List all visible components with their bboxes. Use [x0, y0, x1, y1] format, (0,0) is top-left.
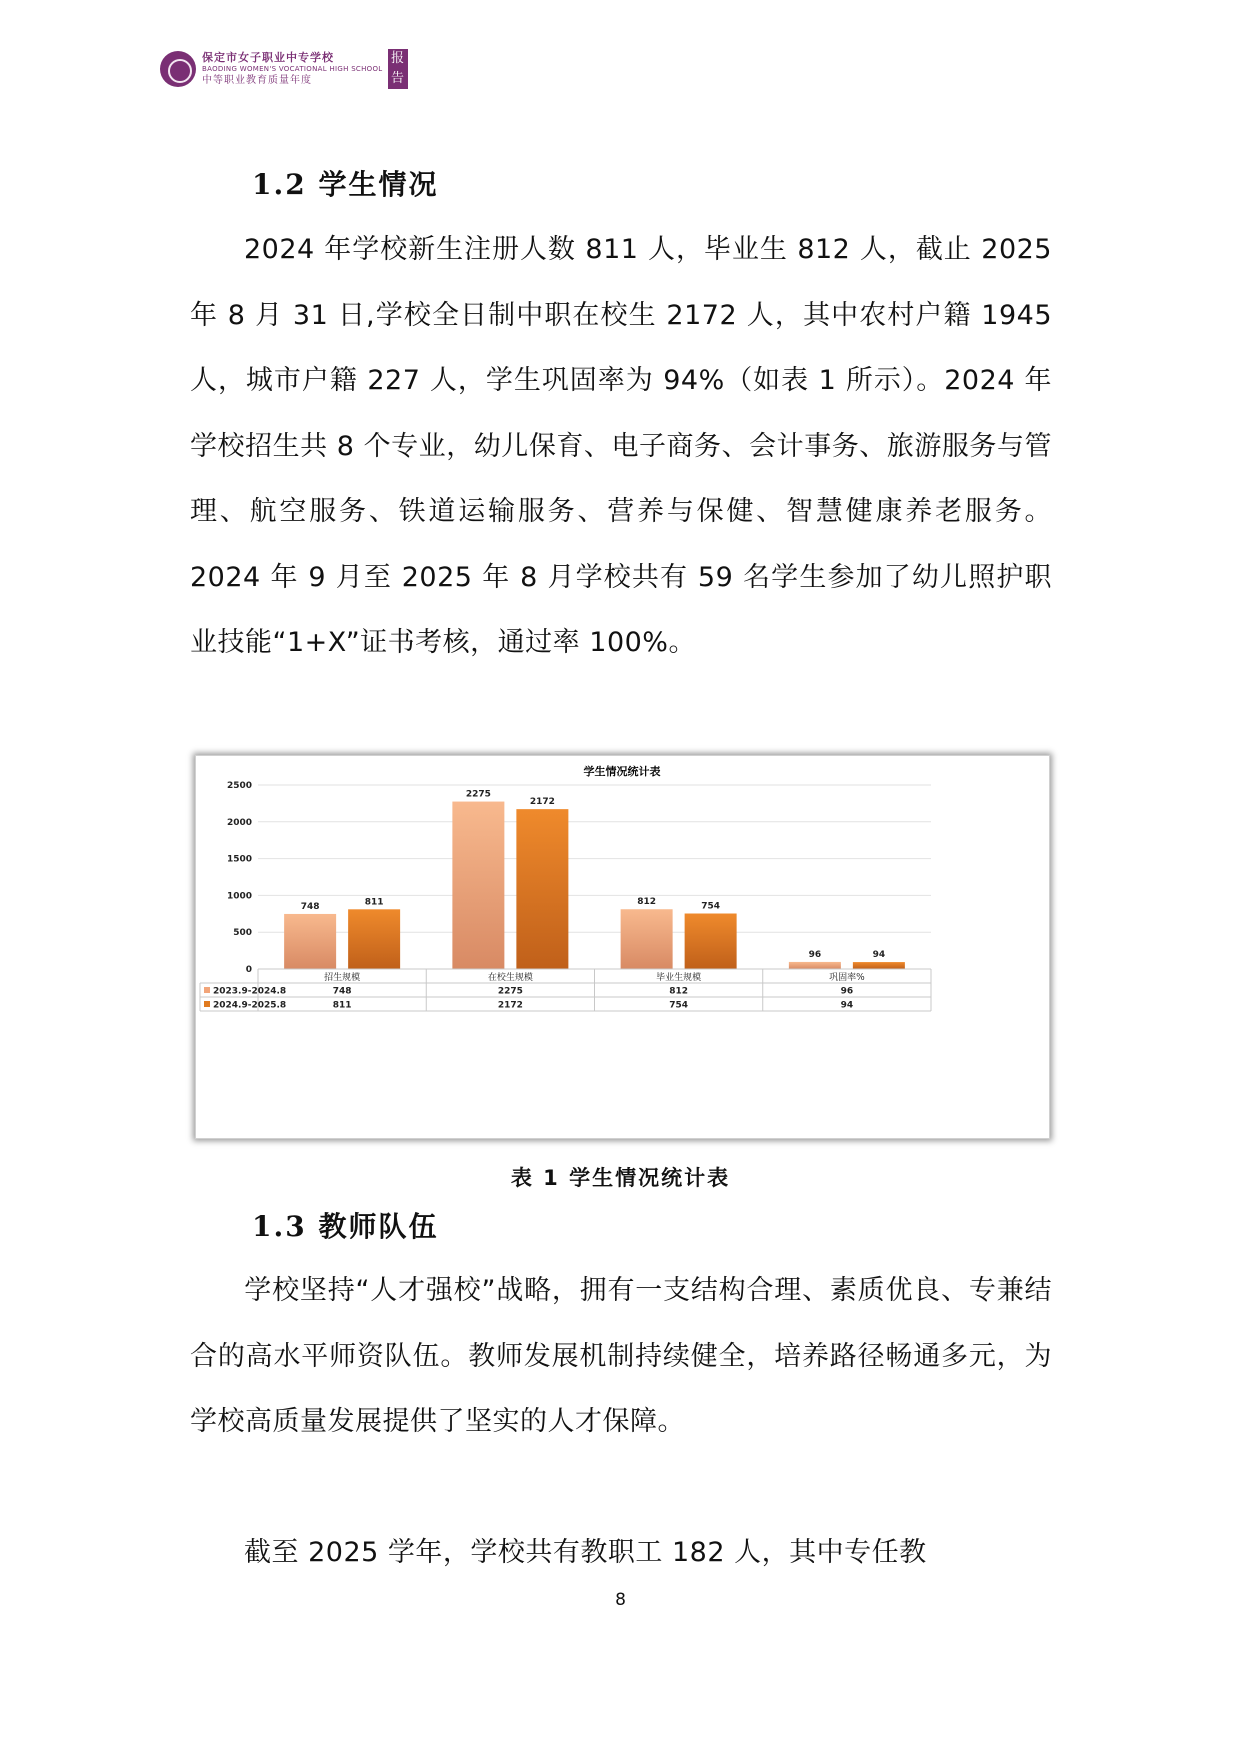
table-value: 754: [669, 1000, 689, 1011]
chart-caption: 表 1 学生情况统计表: [510, 1166, 731, 1190]
legend-swatch: [204, 987, 210, 993]
data-label: 96: [808, 949, 822, 960]
table-value: 2275: [497, 986, 523, 997]
chart-svg: [196, 756, 1049, 1138]
page-number: 8: [615, 1590, 626, 1610]
data-label: 812: [637, 897, 657, 908]
bar-2: [516, 809, 568, 969]
y-tick-label: 2500: [226, 781, 252, 791]
category-label: 招生规模: [324, 973, 361, 983]
category-label: 巩固率%: [829, 973, 865, 983]
section-1-2-paragraph: [190, 217, 1052, 676]
data-label: 811: [364, 897, 384, 908]
legend-swatch: [204, 1001, 210, 1007]
header-text: [202, 52, 383, 86]
table-value: 2172: [497, 1000, 523, 1011]
school-name-en: BAODING WOMEN'S VOCATIONAL HIGH SCHOOL: [202, 65, 383, 73]
y-tick-label: 500: [233, 928, 252, 939]
table-value: 94: [840, 1000, 854, 1011]
bar-1: [452, 802, 504, 969]
bar-2: [685, 914, 737, 969]
bar-1: [789, 962, 841, 969]
y-tick-label: 1000: [226, 891, 252, 902]
report-badge: 报告: [388, 49, 408, 89]
school-name: 保定市女子职业中专学校: [202, 51, 334, 64]
data-label: 2172: [529, 797, 555, 808]
chart-title: 学生情况统计表: [583, 765, 661, 778]
student-statistics-chart: [195, 755, 1050, 1139]
y-tick-label: 0: [245, 965, 252, 975]
legend-label: 2023.9-2024.8: [213, 986, 287, 997]
section-1-2-text: 2024 年学校新生注册人数 811 人，毕业生 812 人，截止 2025 年 8 月 31 日,学校全日制中职在校生 2172 人，其中农村户籍 1945 人，城市户籍 227 人，学生巩固率为 94%（如表 1 所示）。2024 年学校招生共 8 个专业，幼儿保育、电子商务、会计事务、旅游服务与管理、航空服务、铁道运输服务、营养与保健、智慧健康养老服务。2024 年 9 月至 2025 年 8 月学校共有 59 名学生参加了幼儿照护职业技能“1+X”证书考核，通过率 100%。: [190, 234, 1052, 658]
section-1-3-paragraph-2: [190, 1520, 1052, 1586]
table-value: 811: [332, 1000, 352, 1011]
section-1-3-text-1: 学校坚持“人才强校”战略，拥有一支结构合理、素质优良、专兼结合的高水平师资队伍。教师发展机制持续健全，培养路径畅通多元，为学校高质量发展提供了坚实的人才保障。: [190, 1275, 1052, 1437]
school-emblem-icon: [160, 51, 196, 87]
y-tick-label: 1500: [226, 854, 252, 865]
category-label: 毕业生规模: [656, 973, 702, 983]
bar-1: [621, 909, 673, 969]
section-heading-1-3: 1.3 教师队伍: [252, 1210, 439, 1243]
bar-2: [348, 909, 400, 969]
data-label: 94: [872, 950, 886, 961]
data-label: 754: [701, 901, 721, 912]
y-tick-label: 2000: [226, 817, 252, 828]
legend-label: 2024.9-2025.8: [213, 1000, 287, 1011]
section-1-3-paragraph-1: [190, 1258, 1052, 1455]
table-value: 812: [669, 986, 689, 997]
document-header: [160, 48, 408, 90]
table-value: 96: [840, 986, 854, 997]
section-heading-1-2: 1.2 学生情况: [252, 168, 439, 201]
category-label: 在校生规模: [487, 973, 533, 983]
table-value: 748: [332, 986, 352, 997]
report-title: 中等职业教育质量年度: [202, 75, 312, 86]
data-label: 2275: [465, 789, 491, 800]
bar-1: [284, 914, 336, 969]
section-1-3-text-2: 截至 2025 学年，学校共有教职工 182 人，其中专任教: [244, 1537, 927, 1568]
data-label: 748: [300, 901, 320, 912]
bar-2: [853, 962, 905, 969]
